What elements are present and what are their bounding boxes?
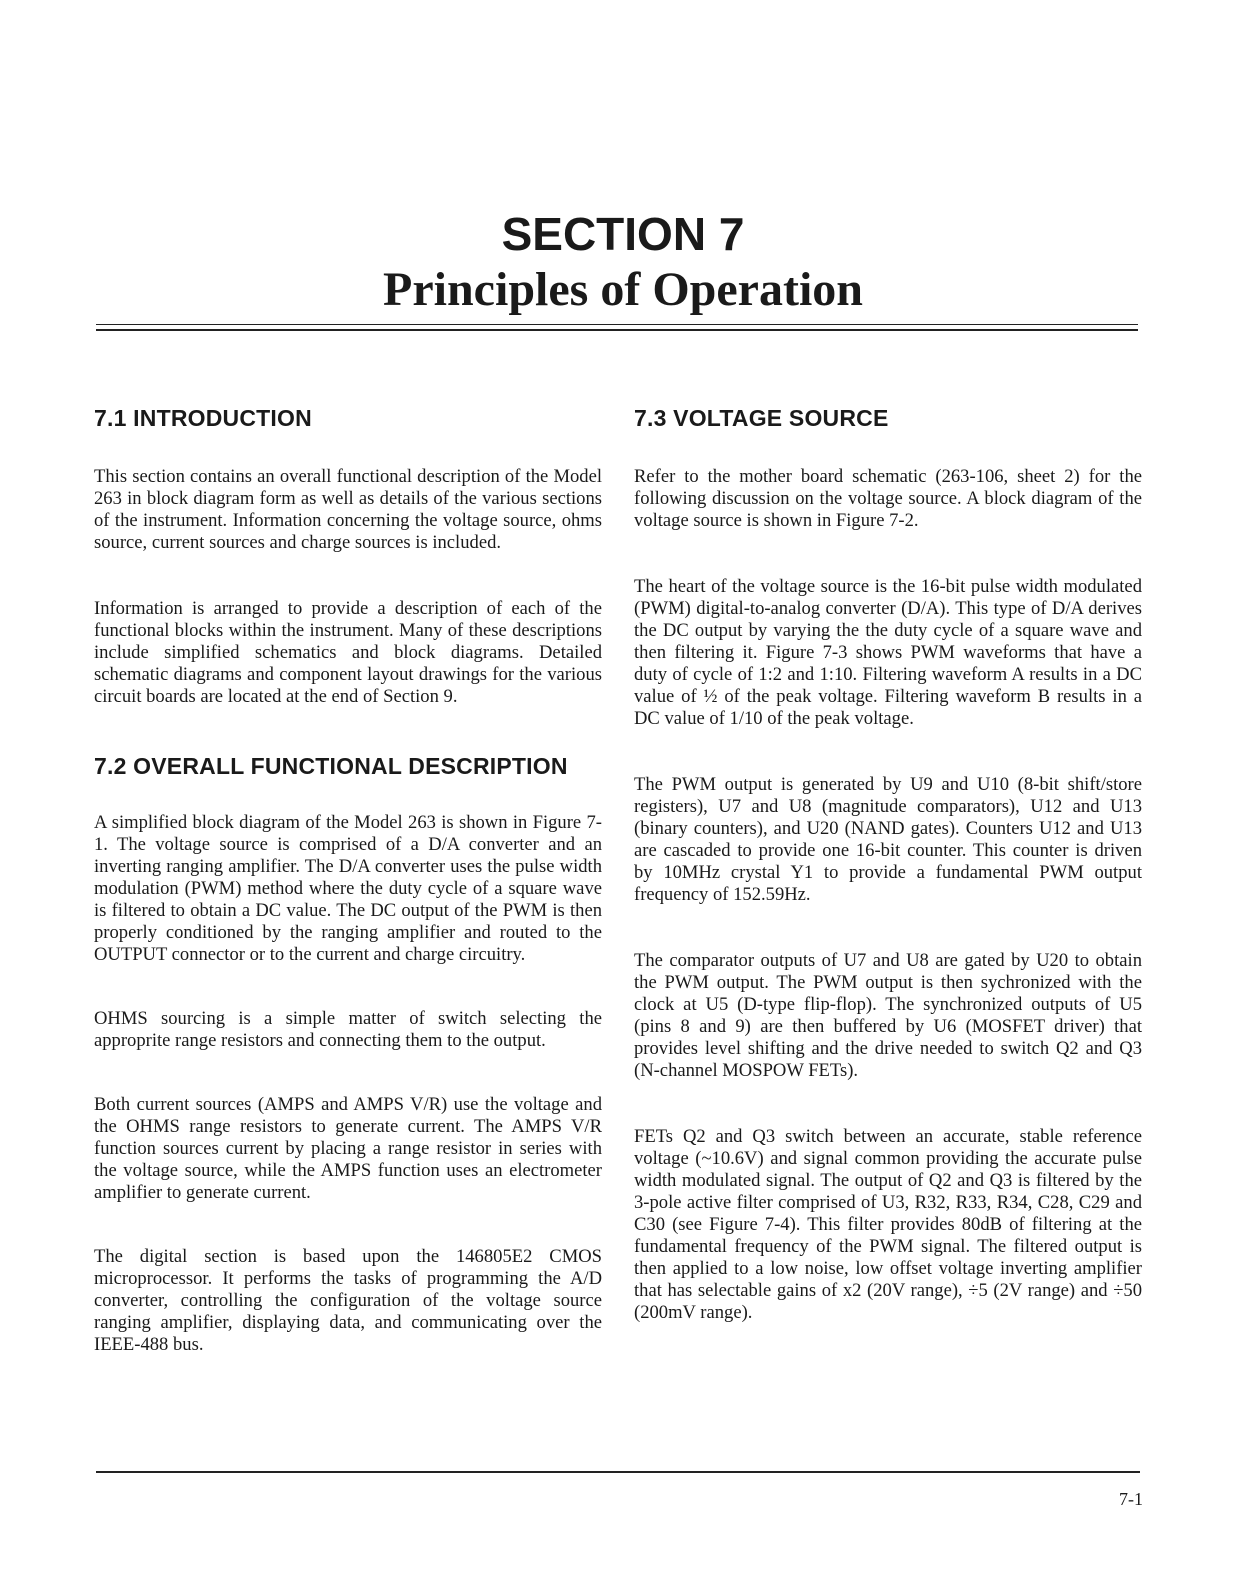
- voltage-paragraph-5: FETs Q2 and Q3 switch between an accurate, stable reference voltage (~10.6V) and signal common providing the accurate pulse width modulated signal. The output of Q2 and Q3 is filtered by the 3-pole active filter comprised of U3, R32, R33, R34, C28, C29 and C30 (see Figure 7-4). This filter provides 80dB of filtering at the fundamental frequency of the PWM signal. The filtered output is then applied to a low noise, low offset voltage inverting amplifier that has selectable gains of x2 (20V range), ÷5 (2V range) and ÷50 (200mV range).: [634, 1126, 1142, 1323]
- right-column: [634, 404, 1142, 1324]
- intro-heading: 7.1 INTRODUCTION: [94, 405, 312, 431]
- section-header: [0, 208, 1240, 318]
- overall-paragraph-1: A simplified block diagram of the Model 263 is shown in Figure 7-1. The voltage source is comprised of a D/A converter and an inverting ranging amplifier. The D/A converter uses the pulse width modulation (PWM) method where the duty cycle of a square wave is filtered to obtain a DC value. The DC output of the PWM is then properly conditioned by the ranging amplifier and routed to the OUTPUT connector or to the current and charge circuitry.: [94, 812, 602, 965]
- voltage-paragraph-3: The PWM output is generated by U9 and U10 (8-bit shift/store registers), U7 and U8 (magnitude comparators), U12 and U13 (binary counters), and U20 (NAND gates). Counters U12 and U13 are cascaded to provide one 16-bit counter. This counter is driven by 10MHz crystal Y1 to provide a fundamental PWM output frequency of 152.59Hz.: [634, 774, 1142, 905]
- overall-paragraph-2: OHMS sourcing is a simple matter of switch selecting the approprite range resistors and connecting them to the output.: [94, 1008, 602, 1051]
- voltage-heading: 7.3 VOLTAGE SOURCE: [634, 405, 889, 431]
- voltage-paragraph-4: The comparator outputs of U7 and U8 are gated by U20 to obtain the PWM output. The PWM output is then sychronized with the clock at U5 (D-type flip-flop). The synchronized outputs of U5 (pins 8 and 9) are then buffered by U6 (MOSFET driver) that provides level shifting and the drive needed to switch Q2 and Q3 (N-channel MOSPOW FETs).: [634, 950, 1142, 1081]
- left-column: [94, 404, 602, 1356]
- overall-paragraph-3: Both current sources (AMPS and AMPS V/R) use the voltage and the OHMS range resistors to generate current. The AMPS V/R function sources current by placing a range resistor in series with the voltage source, while the AMPS function uses an electrometer amplifier to generate current.: [94, 1094, 602, 1203]
- footer-rule: [96, 1471, 1140, 1473]
- overall-paragraph-4: The digital section is based upon the 146805E2 CMOS microprocessor. It performs the tasks of programming the A/D converter, controlling the configuration of the voltage source ranging amplifier, displaying data, and communicating over the IEEE-488 bus.: [94, 1246, 602, 1355]
- section-number: SECTION 7: [501, 208, 745, 260]
- intro-paragraph-2: Information is arranged to provide a description of each of the functional blocks within the instrument. Many of these descriptions include simplified schematics and block diagrams. Detailed schematic diagrams and component layout drawings for the various circuit boards are located at the end of Section 9.: [94, 598, 602, 707]
- page-number: 7-1: [1119, 1489, 1143, 1509]
- header-rule-thin: [96, 324, 1138, 325]
- intro-paragraph-1: This section contains an overall functional description of the Model 263 in block diagram form as well as details of the various sections of the instrument. Information concerning the voltage source, ohms source, current sources and charge sources is included.: [94, 466, 602, 553]
- voltage-paragraph-2: The heart of the voltage source is the 16-bit pulse width modulated (PWM) digital-to-analog converter (D/A). This type of D/A derives the DC output by varying the the duty cycle of a square wave and then filtering it. Figure 7-3 shows PWM waveforms that have a duty of cycle of 1:2 and 1:10. Filtering waveform A results in a DC value of ½ of the peak voltage. Filtering waveform B results in a DC value of 1/10 of the peak voltage.: [634, 576, 1142, 729]
- section-title: Principles of Operation: [383, 263, 863, 316]
- voltage-paragraph-1: Refer to the mother board schematic (263-106, sheet 2) for the following discussion on the voltage source. A block diagram of the voltage source is shown in Figure 7-2.: [634, 466, 1142, 531]
- header-rule-thick: [96, 329, 1138, 331]
- overall-heading: 7.2 OVERALL FUNCTIONAL DESCRIPTION: [94, 753, 568, 779]
